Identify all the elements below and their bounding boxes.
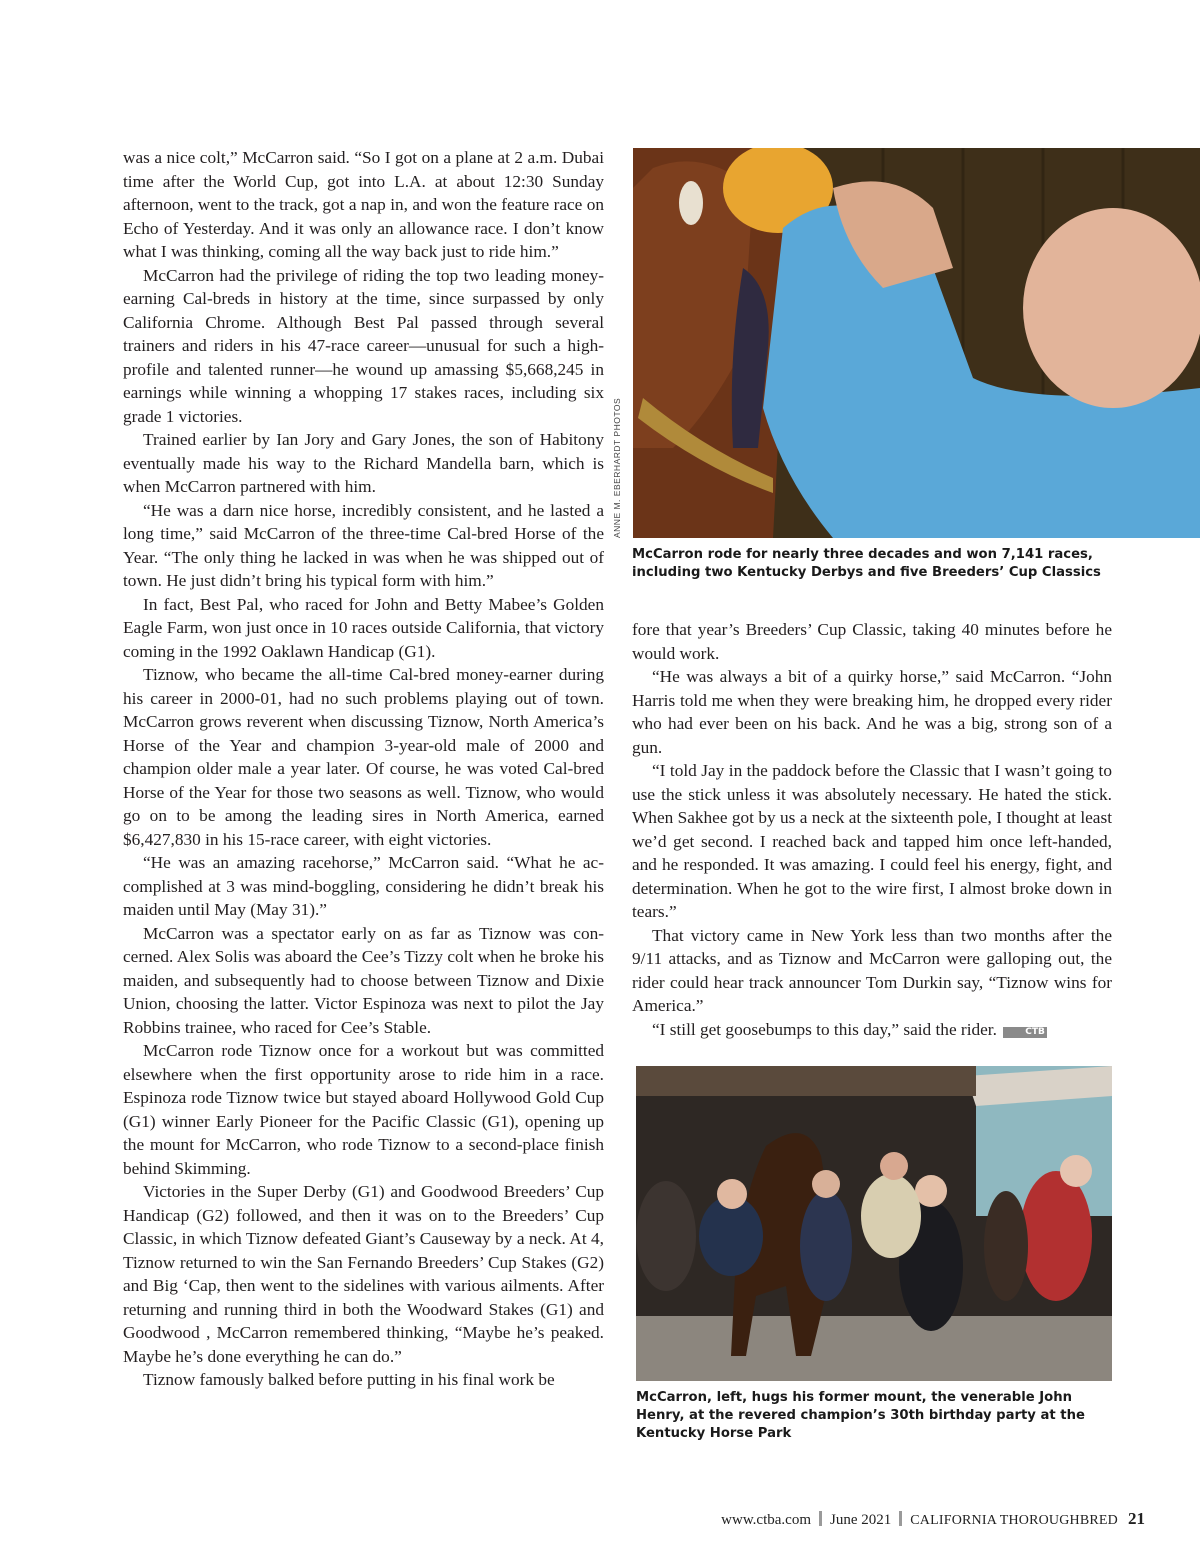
- paragraph: “He was a darn nice horse, incredibly consistent, and he lasted a long time,” said McCarron of the three-time Cal-bred Horse of the Year. “The only thing he lacked in was when he was shipped out of town. He just didn’t bring his typical form with him.”: [123, 500, 604, 590]
- paragraph: Tiznow, who became the all-time Cal-bred money-earner during his career in 2000-01, had no such problems playing out of town. McCarron grows reverent when discussing Tiznow, North America’s Horse of the Year and champion 3-year-old male of 2000 and champion older male a year later. Of course, he was voted Cal-bred Horse of the Year for those two seasons as well. Tiznow, who would go on to be among the leading sires in North America, earned $6,427,830 in his 15-race career, with eight victories.: [123, 665, 604, 849]
- john-henry-birthday-photo: [636, 1066, 1112, 1381]
- photo-caption: McCarron rode for nearly three decades and won 7,141 races, including two Kentucky Derbys and five Breeders’ Cup Classics: [632, 547, 1101, 580]
- publication-name: CALIFORNIA THOROUGHBRED: [910, 1513, 1118, 1528]
- website-link[interactable]: www.ctba.com: [721, 1512, 811, 1528]
- paragraph: McCarron had the privilege of riding the top two leading money-earning Cal-breds in history at the time, since surpassed by only California Chrome. Although Best Pal passed through several trainers and riders in his 47-race career—unusual for such a high-profile and talented runner—he wound up amassing $5,668,245 in earnings while winning a whopping 17 stakes races, including six grade 1 victories.: [123, 265, 604, 426]
- paragraph: McCarron was a spectator early on as far as Tiznow was concerned. Alex Solis was aboard the Cee’s Tizzy colt when he broke his maiden, and subsequently had to choose between Tiznow and Dixie Union, choosing the latter. Victor Espinoza was next to pilot the Jay Robbins trainee, who raced for Cee’s Stable.: [123, 923, 604, 1037]
- paragraph: fore that year’s Breeders’ Cup Classic, taking 40 minutes before he would work.: [632, 620, 1112, 663]
- photo-caption: McCarron, left, hugs his former mount, the venerable John Henry, at the revered champion’s 30th birthday party at the Kentucky Horse Park: [636, 1390, 1085, 1441]
- end-mark-badge: CTB: [1003, 1027, 1047, 1038]
- issue-date: June 2021: [830, 1512, 892, 1528]
- paragraph: “He was an amazing racehorse,” McCarron said. “What he accomplished at 3 was mind-boggling, considering he didn’t break his maiden until May (May 31).”: [123, 853, 604, 919]
- paragraph: Tiznow famously balked before putting in his final work be: [143, 1370, 555, 1389]
- paragraph: [632, 1018, 1112, 1042]
- closing-sentence: “I still get goosebumps to this day,” said the rider.: [652, 1019, 997, 1039]
- paragraph: That victory came in New York less than two months after the 9/11 attacks, and as Tiznow and McCarron were galloping out, the rider could hear track announcer Tom Durkin say, “Tiznow wins for America.”: [632, 925, 1112, 1015]
- photo-illustration: [633, 148, 1200, 538]
- mccarron-grooming-photo: [633, 148, 1200, 538]
- article-right-column: [632, 618, 1112, 1041]
- photo-credit: ANNE M. EBERHARDT PHOTOS: [612, 397, 622, 538]
- photo-illustration: [636, 1066, 1112, 1381]
- page-number: 21: [1128, 1509, 1145, 1528]
- divider: [899, 1511, 902, 1526]
- divider: [819, 1511, 822, 1526]
- paragraph: Trained earlier by Ian Jory and Gary Jones, the son of Habitony eventually made his way to the Richard Mandella barn, which is when McCarron partnered with him.: [123, 430, 604, 496]
- paragraph: “He was always a bit of a quirky horse,” said McCarron. “John Harris told me when they were breaking him, he dropped every rider who had ever been on his back. And he was a big, strong son of a gun.: [632, 667, 1112, 757]
- paragraph: “I told Jay in the paddock before the Classic that I wasn’t going to use the stick unless it was absolutely necessary. He hated the stick. When Sakhee got by us a neck at the sixteenth pole, I thought at least we’d get second. I reached back and tapped him once left-handed, and he responded. It was amazing. I could feel his energy, fight, and determination. When he got to the wire first, I almost broke down in tears.”: [632, 761, 1112, 921]
- paragraph: was a nice colt,” McCarron said. “So I got on a plane at 2 a.m. Dubai time after the World Cup, got into L.A. at about 12:30 Sunday afternoon, went to the track, got a nap in, and won the feature race on Echo of Yesterday. And it was only an allowance race. I don’t know what I was thinking, coming all the way back just to ride him.”: [123, 148, 604, 261]
- page-footer: [600, 1509, 1145, 1529]
- paragraph: McCarron rode Tiznow once for a workout but was committed elsewhere when the first opportunity arose to ride him in a race. Espinoza rode Tiznow twice but stayed aboard Hollywood Gold Cup (G1) winner Early Pioneer for the Pacific Classic (G1), opening up the mount for McCarron, who rode Tiznow to a second-place finish behind Skimming.: [123, 1041, 604, 1178]
- paragraph: In fact, Best Pal, who raced for John and Betty Mabee’s Golden Eagle Farm, won just once in 10 races outside California, that victory coming in the 1992 Oaklawn Handicap (G1).: [123, 594, 604, 661]
- article-left-column: [123, 146, 604, 1392]
- paragraph: Victories in the Super Derby (G1) and Goodwood Breeders’ Cup Handicap (G2) followed, and then it was on to the Breeders’ Cup Classic, in which Tiznow defeated Giant’s Causeway by a neck. At 4, Tiznow returned to win the San Fernando Breeders’ Cup Stakes (G2) and Big ‘Cap, then went to the sidelines with various ailments. After returning and running third in both the Woodward Stakes (G1) and Goodwood , McCarron remembered thinking, “Maybe he’s peaked. Maybe he’s done everything he can do.”: [123, 1182, 604, 1366]
